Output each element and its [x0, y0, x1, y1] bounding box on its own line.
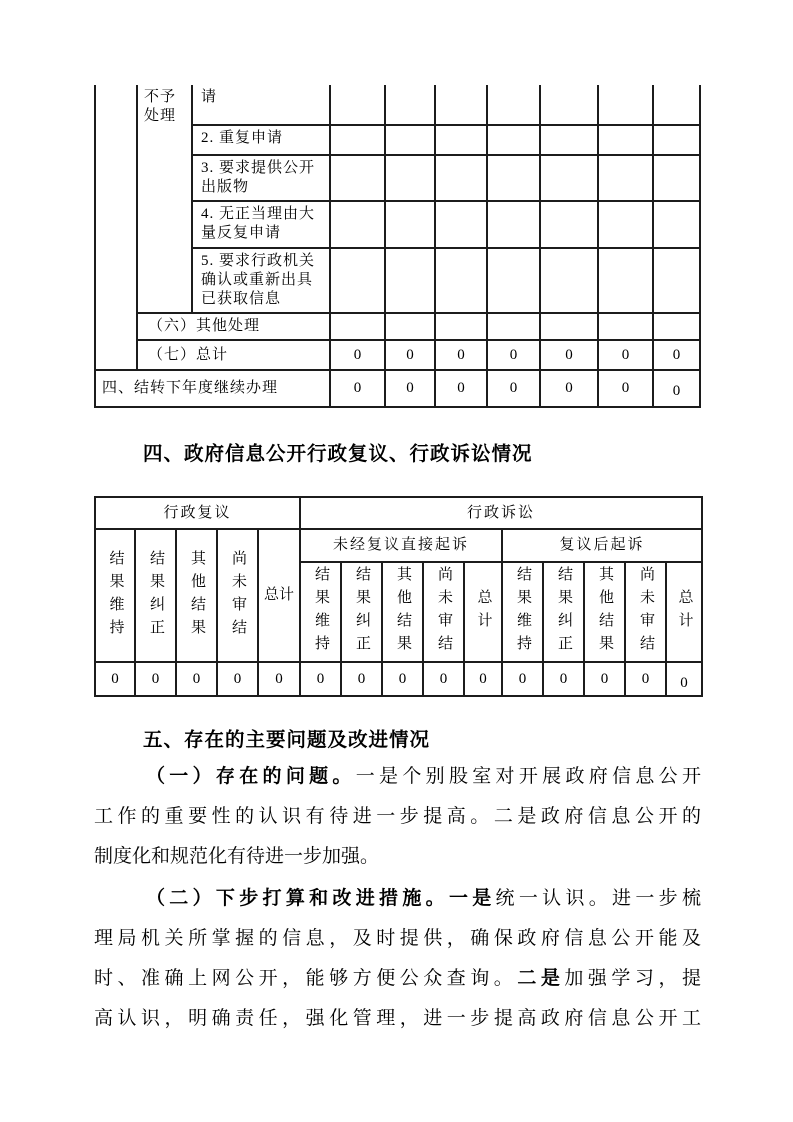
- col-header-cell: [135, 529, 176, 662]
- carry-value: 0: [598, 370, 653, 407]
- text-run: 一是个别股室对开展政府信息公开: [355, 766, 701, 787]
- empty-cell: [385, 125, 435, 155]
- empty-cell: [653, 248, 700, 313]
- col-header-cell: [341, 562, 382, 662]
- sub-row-label: 2. 重复申请: [192, 125, 330, 155]
- col-header-vertical: 其他结果: [395, 566, 412, 658]
- total-value: 0: [385, 340, 435, 370]
- paragraph-line: [94, 919, 701, 959]
- empty-cell: [487, 155, 540, 201]
- other-handling-label: （六）其他处理: [137, 313, 330, 340]
- col-header-cell: [666, 562, 702, 662]
- sub-row-label: 3. 要求提供公开出版物: [192, 155, 330, 201]
- empty-cell: [385, 248, 435, 313]
- paragraph-line: [94, 999, 701, 1039]
- after-review-suit-header-cell: 复议后起诉: [502, 529, 702, 562]
- paragraph-line: [94, 837, 701, 877]
- text-run: （一）存在的问题。: [146, 766, 356, 787]
- total-value: 0: [540, 340, 598, 370]
- data-value: 0: [625, 662, 666, 696]
- carry-value: 0: [653, 370, 700, 407]
- empty-cell: [598, 85, 653, 125]
- text-run: 加强学习，提: [564, 968, 701, 989]
- col-header-vertical: 总计: [475, 589, 492, 635]
- paragraph-line: [94, 879, 701, 919]
- data-value: 0: [543, 662, 584, 696]
- col-header-vertical: 总计: [676, 589, 693, 635]
- col-header-cell: [543, 562, 584, 662]
- data-value: 0: [584, 662, 625, 696]
- col-header-cell: [584, 562, 625, 662]
- total-label: （七）总计: [137, 340, 330, 370]
- empty-cell: [653, 125, 700, 155]
- empty-cell: [653, 155, 700, 201]
- empty-cell: [598, 248, 653, 313]
- total-value: 0: [487, 340, 540, 370]
- table-row: [95, 497, 702, 529]
- empty-cell: [487, 125, 540, 155]
- empty-cell: [385, 85, 435, 125]
- col-header-cell: [382, 562, 423, 662]
- empty-cell: [598, 155, 653, 201]
- col-header-cell: [464, 562, 502, 662]
- empty-cell: [435, 155, 487, 201]
- data-value: 0: [423, 662, 464, 696]
- empty-cell: [330, 125, 385, 155]
- col-header-cell: [625, 562, 666, 662]
- empty-cell: [653, 85, 700, 125]
- text-run: 制度化和规范化有待进一步加强。: [94, 846, 380, 867]
- data-value: 0: [341, 662, 382, 696]
- text-run: 时、准确上网公开，能够方便公众查询。: [94, 968, 518, 989]
- review-litigation-table: [94, 496, 703, 697]
- empty-cell: [385, 155, 435, 201]
- col-header-vertical: 其他结果: [597, 566, 614, 658]
- data-value: 0: [176, 662, 217, 696]
- sub-row-label: 4. 无正当理由大量反复申请: [192, 201, 330, 248]
- total-value: 0: [330, 340, 385, 370]
- data-value: 0: [258, 662, 300, 696]
- empty-cell: [487, 248, 540, 313]
- sub-row-label: 5. 要求行政机关确认或重新出具已获取信息: [192, 248, 330, 313]
- empty-cell: [540, 155, 598, 201]
- lawsuit-header-cell: 行政诉讼: [300, 497, 702, 529]
- data-value: 0: [666, 662, 702, 696]
- table-row: [95, 85, 700, 125]
- col-header-vertical: 结果维持: [313, 566, 330, 658]
- table-row: [95, 340, 700, 370]
- col-header-cell: 总计: [258, 529, 300, 662]
- page-content: [94, 85, 701, 1039]
- empty-cell: [598, 125, 653, 155]
- empty-cell: [330, 248, 385, 313]
- paragraph-problems: [94, 757, 701, 877]
- empty-cell: [598, 313, 653, 340]
- text-run: 理局机关所掌握的信息，及时提供，确保政府信息公开能及: [94, 928, 701, 949]
- paragraph-line: [94, 959, 701, 999]
- carry-value: 0: [330, 370, 385, 407]
- empty-cell: [435, 201, 487, 248]
- col-header-cell: [95, 529, 135, 662]
- col-header-cell: [502, 562, 543, 662]
- empty-cell: [330, 201, 385, 248]
- col-header-vertical: 尚未审结: [436, 566, 453, 658]
- carry-value: 0: [540, 370, 598, 407]
- col-header-vertical: 尚未审结: [230, 549, 246, 642]
- group-label-cell: 不予处理: [137, 85, 192, 313]
- empty-cell: [540, 125, 598, 155]
- empty-cell: [330, 313, 385, 340]
- outer-spacer-cell: [95, 85, 137, 370]
- sub-row-label: 请: [192, 85, 330, 125]
- empty-cell: [435, 85, 487, 125]
- data-value: 0: [135, 662, 176, 696]
- col-header-vertical: 尚未审结: [638, 566, 655, 658]
- data-value: 0: [502, 662, 543, 696]
- section4-heading: 四、政府信息公开行政复议、行政诉讼情况: [143, 443, 533, 465]
- col-header-cell: [176, 529, 217, 662]
- empty-cell: [330, 85, 385, 125]
- col-header-cell: [217, 529, 258, 662]
- empty-cell: [653, 201, 700, 248]
- empty-cell: [540, 248, 598, 313]
- empty-cell: [487, 313, 540, 340]
- table-row: [95, 370, 700, 407]
- carry-value: 0: [487, 370, 540, 407]
- empty-cell: [540, 201, 598, 248]
- carry-value: 0: [385, 370, 435, 407]
- paragraph-line: [94, 757, 701, 797]
- col-header-vertical: 结果维持: [107, 549, 124, 642]
- total-value: 0: [653, 340, 700, 370]
- col-header-cell: [300, 562, 341, 662]
- table-row: [95, 662, 702, 696]
- table-row: [95, 529, 702, 562]
- direct-suit-header-cell: 未经复议直接起诉: [300, 529, 502, 562]
- application-handling-table: [94, 85, 701, 408]
- review-header-cell: 行政复议: [95, 497, 300, 529]
- total-value: 0: [598, 340, 653, 370]
- carry-over-label: 四、结转下年度继续办理: [95, 370, 330, 407]
- data-value: 0: [464, 662, 502, 696]
- table-row: [95, 313, 700, 340]
- empty-cell: [385, 313, 435, 340]
- empty-cell: [487, 201, 540, 248]
- text-run: 工作的重要性的认识有待进一步提高。二是政府信息公开的: [94, 806, 701, 827]
- empty-cell: [435, 248, 487, 313]
- text-run: 二是: [517, 968, 565, 989]
- text-run: 统一认识。进一步梳: [495, 888, 701, 909]
- empty-cell: [487, 85, 540, 125]
- empty-cell: [435, 125, 487, 155]
- col-header-vertical: 结果维持: [515, 566, 532, 658]
- col-header-vertical: 结果纠正: [148, 549, 164, 642]
- col-header-vertical: 结果纠正: [354, 566, 371, 658]
- text-run: 一是: [448, 888, 496, 909]
- carry-value: 0: [435, 370, 487, 407]
- empty-cell: [385, 201, 435, 248]
- data-value: 0: [382, 662, 423, 696]
- section5-heading: 五、存在的主要问题及改进情况: [143, 729, 431, 751]
- total-value: 0: [435, 340, 487, 370]
- col-header-vertical: 结果纠正: [556, 566, 573, 658]
- data-value: 0: [95, 662, 135, 696]
- empty-cell: [540, 85, 598, 125]
- empty-cell: [598, 201, 653, 248]
- col-header-cell: [423, 562, 464, 662]
- paragraph-improvements: [94, 879, 701, 1039]
- empty-cell: [435, 313, 487, 340]
- data-value: 0: [217, 662, 258, 696]
- col-header-vertical: 其他结果: [189, 549, 205, 642]
- empty-cell: [540, 313, 598, 340]
- empty-cell: [330, 155, 385, 201]
- empty-cell: [653, 313, 700, 340]
- paragraph-line: [94, 797, 701, 837]
- text-run: （二）下步打算和改进措施。: [146, 888, 449, 909]
- text-run: 高认识，明确责任，强化管理，进一步提高政府信息公开工: [94, 1008, 701, 1029]
- data-value: 0: [300, 662, 341, 696]
